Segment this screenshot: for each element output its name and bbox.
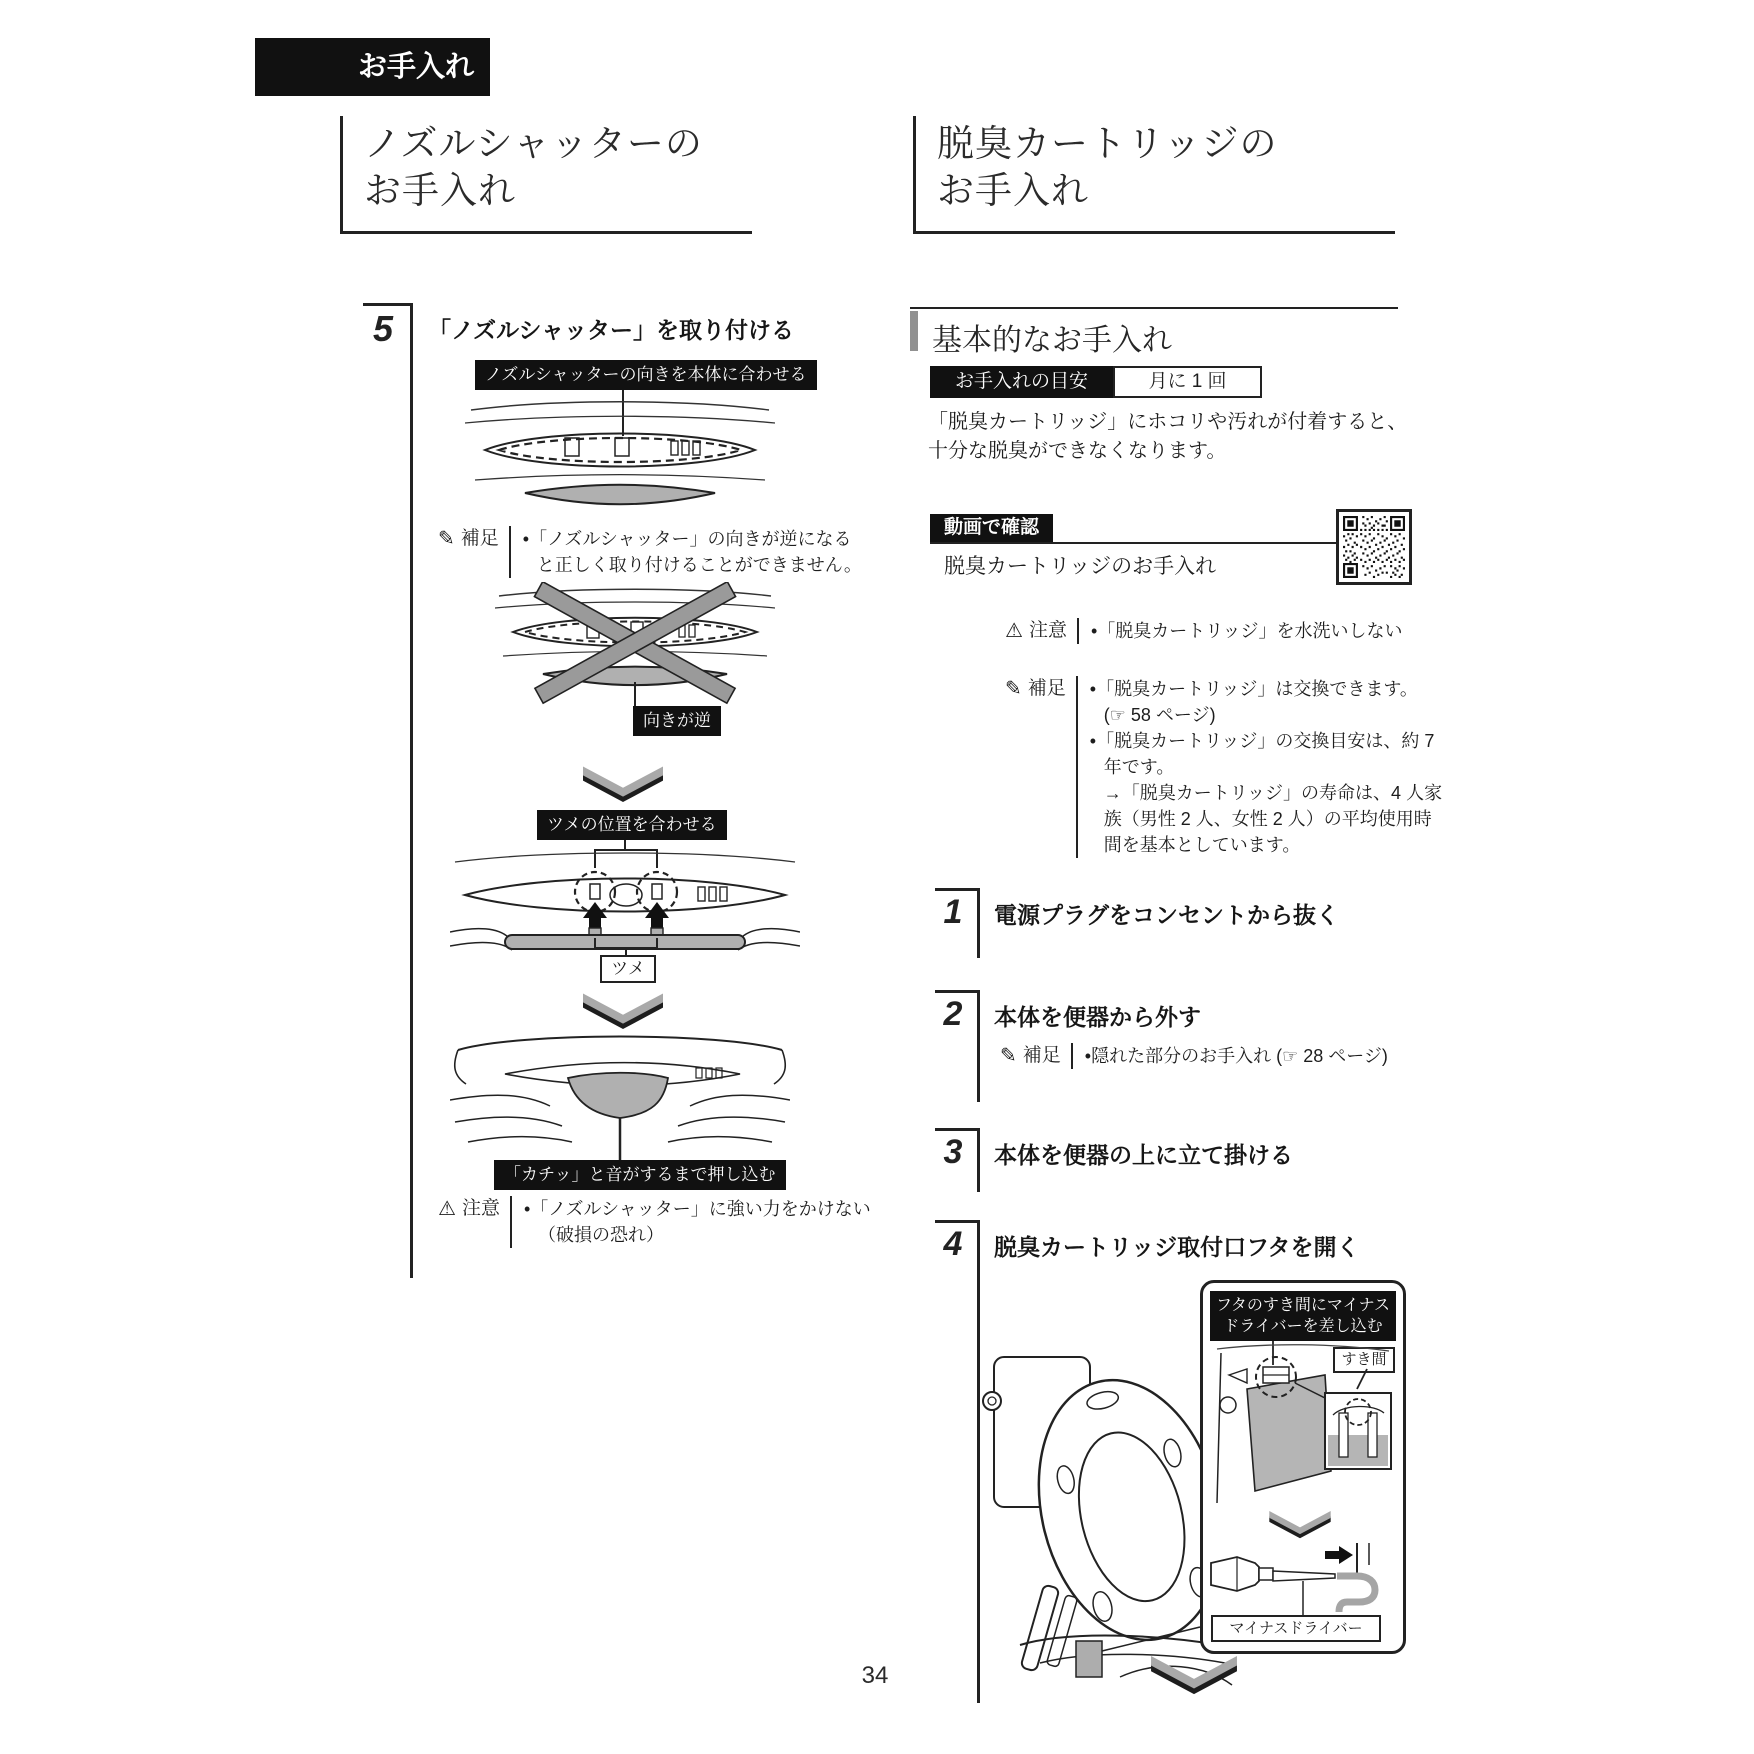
- detail-panel: [1200, 1280, 1406, 1654]
- caution-divider: [510, 1196, 512, 1248]
- step2-topline: [935, 990, 980, 993]
- note-line: •「脱臭カートリッジ」の交換目安は、約 7: [1089, 731, 1435, 751]
- right-title-line1: 脱臭カートリッジの: [937, 123, 1278, 164]
- down-arrow-icon: [1265, 1511, 1335, 1541]
- shutter-orientation-illustration: [465, 390, 775, 510]
- caution-line: •「ノズルシャッター」に強い力をかけない: [523, 1199, 871, 1219]
- cover-detail-illustration: [1207, 1341, 1397, 1509]
- note-line: •「脱臭カートリッジ」は交換できます。: [1089, 679, 1418, 699]
- qr-code: [1336, 509, 1412, 585]
- left-column-title: [364, 120, 703, 214]
- tab-align-label: ツメの位置を合わせる: [537, 810, 727, 840]
- step4-number: 4: [943, 1225, 963, 1263]
- step1-number: 1: [943, 893, 963, 931]
- video-title: 脱臭カートリッジのお手入れ: [944, 555, 1217, 578]
- intro-paragraph: [928, 408, 1407, 466]
- intro-line: 十分な脱臭ができなくなります。: [928, 440, 1227, 462]
- video-rule: [930, 542, 1336, 544]
- caution-label: 注意: [461, 1198, 500, 1219]
- video-check-label: 動画で確認: [930, 514, 1053, 542]
- left-heading-rule: [340, 231, 752, 234]
- left-title-line1: ノズルシャッターの: [364, 123, 703, 164]
- push-in-illustration: [450, 1028, 790, 1160]
- left-heading-bar: [340, 116, 343, 234]
- warning-icon: ⚠: [438, 1198, 456, 1220]
- driver-label-box: マイナスドライバー: [1211, 1615, 1381, 1642]
- down-arrow-icon: [583, 766, 663, 806]
- reversed-label: 向きが逆: [633, 706, 721, 736]
- tab-position-illustration: [450, 840, 800, 955]
- step1-title: 電源プラグをコンセントから抜く: [994, 902, 1339, 928]
- note-line: と正しく取り付けることができません。: [536, 555, 862, 575]
- right-column-title: [937, 120, 1278, 214]
- step4-title: 脱臭カートリッジ取付口フタを開く: [994, 1234, 1360, 1260]
- right-heading-bar: [913, 116, 916, 234]
- warning-icon: ⚠: [1005, 620, 1023, 642]
- pencil-icon: ✎: [1005, 678, 1022, 700]
- page-number: 34: [861, 1662, 889, 1689]
- left-title-line2: お手入れ: [364, 170, 516, 211]
- guide-label: お手入れの目安: [930, 366, 1113, 398]
- note-line: (☞ 58 ページ): [1103, 705, 1216, 725]
- step4-topline: [935, 1220, 980, 1223]
- right-note: [1005, 676, 1442, 858]
- step3-title: 本体を便器の上に立て掛ける: [994, 1142, 1293, 1168]
- step3-topline: [935, 1128, 980, 1131]
- align-orientation-label: ノズルシャッターの向きを本体に合わせる: [475, 360, 817, 390]
- caution-divider: [1077, 618, 1079, 644]
- caution-body: [524, 1196, 871, 1248]
- step5-number: 5: [372, 308, 394, 349]
- guide-value-box: 月に 1 回: [1113, 366, 1262, 398]
- step2-number: 2: [943, 995, 963, 1033]
- intro-line: 「脱臭カートリッジ」にホコリや汚れが付着すると、: [928, 411, 1408, 433]
- chapter-badge: お手入れ: [255, 38, 490, 96]
- left-caution: [438, 1196, 871, 1248]
- tab-label-box: ツメ: [600, 955, 656, 983]
- note-line: •「ノズルシャッター」の向きが逆になる: [522, 529, 852, 549]
- step1-guideline: [977, 888, 980, 958]
- pencil-icon: ✎: [438, 528, 455, 550]
- down-arrow-icon: [1148, 1656, 1240, 1698]
- note-body: [523, 526, 862, 578]
- note-text: •隠れた部分のお手入れ (☞ 28 ページ): [1084, 1046, 1388, 1066]
- step2-title: 本体を便器から外す: [994, 1004, 1201, 1030]
- step5-guideline: [410, 303, 413, 1278]
- caution-label: 注意: [1028, 620, 1067, 641]
- note-label: 補足: [1027, 678, 1066, 699]
- gap-label-box: すき間: [1333, 1347, 1395, 1373]
- note-line: →「脱臭カートリッジ」の寿命は、4 人家: [1103, 783, 1443, 803]
- note-line: 年です。: [1103, 757, 1175, 777]
- right-heading-rule: [913, 231, 1395, 234]
- note-label: 補足: [1022, 1045, 1061, 1066]
- section-rule: [910, 307, 1398, 309]
- down-arrow-icon: [583, 993, 663, 1033]
- note-label: 補足: [460, 528, 499, 549]
- note-divider: [509, 526, 511, 578]
- right-title-line2: お手入れ: [937, 170, 1089, 211]
- step5-title: 「ノズルシャッター」を取り付ける: [428, 317, 795, 343]
- note-body: [1090, 676, 1442, 858]
- step2-note: [1000, 1043, 1388, 1069]
- section-title: 基本的なお手入れ: [932, 324, 1172, 357]
- step2-guideline: [977, 990, 980, 1102]
- caution-text: •「脱臭カートリッジ」を水洗いしない: [1090, 621, 1403, 641]
- right-caution: [1005, 618, 1403, 644]
- step3-guideline: [977, 1128, 980, 1192]
- note-line: 間を基本としています。: [1103, 835, 1301, 855]
- insert-label-line1: フタのすき間にマイナス: [1216, 1297, 1390, 1314]
- step3-number: 3: [943, 1133, 963, 1171]
- section-accent-bar: [910, 311, 918, 351]
- pencil-icon: ✎: [1000, 1045, 1017, 1067]
- left-note: [438, 526, 862, 578]
- caution-line: （破損の恐れ）: [537, 1225, 664, 1245]
- step5-topline: [363, 303, 413, 306]
- step1-topline: [935, 888, 980, 891]
- push-label: 「カチッ」と音がするまで押し込む: [494, 1160, 786, 1190]
- note-divider: [1076, 676, 1078, 858]
- wrong-orientation-illustration: [495, 582, 775, 706]
- note-line: 族（男性 2 人、女性 2 人）の平均使用時: [1103, 809, 1432, 829]
- screwdriver-illustration: [1207, 1541, 1397, 1615]
- insert-driver-label: [1210, 1291, 1396, 1341]
- insert-label-line2: ドライバーを差し込む: [1223, 1318, 1383, 1335]
- note-divider: [1071, 1043, 1073, 1069]
- qr-pattern: [1343, 516, 1405, 578]
